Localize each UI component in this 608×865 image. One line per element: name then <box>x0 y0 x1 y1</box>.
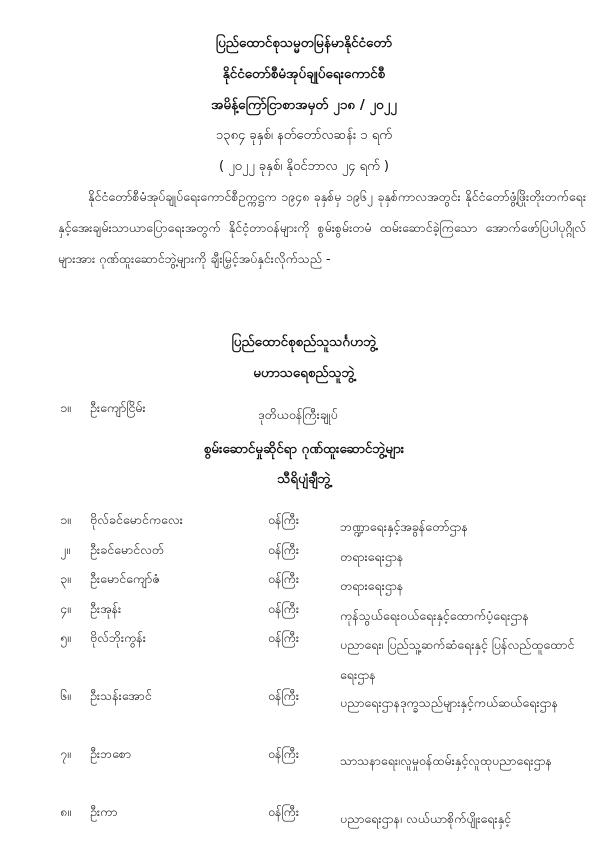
item-number: ၅။ <box>60 630 71 645</box>
item-role: ဒုတိယဝန်ကြီးချုပ် <box>258 407 338 422</box>
item-role: ပညာရေးဌာနဒုက္ခသည်များနှင့်ကယ်ဆယ်ရေးဌာန <box>340 695 559 710</box>
item-rank: ဝန်ကြီး <box>268 601 299 616</box>
header-gregorian-date: ( ၂၀၂၂ ခုနှစ်၊ နိုဝင်ဘာလ ၂၄ ရက် ) <box>219 159 389 174</box>
item-number: ၆။ <box>60 688 71 703</box>
item-number: ၈။ <box>60 804 71 819</box>
item-name: ဦးမောင်ကျော်ဇံ <box>90 571 160 586</box>
item-rank: ဝန်ကြီး <box>268 571 299 586</box>
section2-title: စွမ်းဆောင်မှုဆိုင်ရာ ဂုဏ်ထူးဆောင်ဘွဲ့များ <box>203 441 405 457</box>
section1-subtitle: မဟာသရေစည်သူဘွဲ့ <box>253 365 355 381</box>
section2-subtitle: သီရိပျံချီဘွဲ့ <box>277 471 331 487</box>
item-role: ပညာရေးဌာန၊ လယ်ယာစိုက်ပျိုးရေးနှင့် <box>340 811 511 826</box>
item-name: ဗိုလ်ခင်မောင်ကလေး <box>90 512 183 527</box>
item-rank: ဝန်ကြီး <box>268 512 299 527</box>
item-name: ဦးသန်းအောင် <box>90 688 152 703</box>
item-number: ၁။ <box>60 512 71 527</box>
item-name: ဦးဘစော <box>90 746 132 761</box>
item-number: ၄။ <box>60 601 71 616</box>
item-rank: ဝန်ကြီး <box>268 746 299 761</box>
item-role: တရားရေးဌာန <box>340 549 404 564</box>
item-number: ၇။ <box>60 746 71 761</box>
intro-paragraph: နိုင်ငံတော်စီမံအုပ်ချုပ်ရေးကောင်စီဥက္ကဋ္ဌက ၁၉၄၈ ခုနှစ်မှ ၁၉၆၂ ခုနှစ်ကာလအတွင်း နိုင်ငံတော်ဖွံ့ဖြိုးတိုးတက်ရေးနှင့်အေးချမ်းသာယာပြောရေးအတွက် နိုင်ငံ့တာဝန်များကို စွမ်းစွမ်းတမံ ထမ်းဆောင်ခဲ့ကြသော အောက်ဖော်ပြပါပုဂ္ဂိုလ်များအား ဂုဏ်ထူးဆောင်ဘွဲ့များကို ချီးမြှင့်အပ်နှင်းလိုက်သည် - <box>58 189 586 266</box>
header-council: နိုင်ငံတော်စီမံအုပ်ချုပ်ရေးကောင်စီ <box>222 66 386 82</box>
item-name: ဦးကာ <box>90 804 118 819</box>
item-name: ဦးခင်မောင်လတ် <box>90 542 164 557</box>
item-rank: ဝန်ကြီး <box>268 804 299 819</box>
item-role: တရားရေးဌာန <box>340 578 404 593</box>
item-role: ဘဏ္ဍာရေးနှင့်အခွန်တော်ဌာန <box>340 519 468 534</box>
header-country: ပြည်ထောင်စုသမ္မတမြန်မာနိုင်ငံတော် <box>215 35 393 51</box>
header-myanmar-date: ၁၃၈၄ ခုနှစ်၊ နတ်တော်လဆန်း ၁ ရက် <box>215 128 393 143</box>
item-name: ဦးအုန်း <box>90 601 122 616</box>
header-order-number: အမိန့်ကြော်ငြာစာအမှတ် ၂၁၈ / ၂၀၂၂ <box>211 97 397 113</box>
item-rank: ဝန်ကြီး <box>268 542 299 557</box>
item-name: ဦးကျော်ငြိမ်း <box>90 400 146 415</box>
item-role: ပညာရေး၊ ပြည်သူ့ဆက်ဆံရေးနှင့် ပြန်လည်ထူထောင်ရေးဌာန <box>340 637 575 682</box>
item-number: ၃။ <box>60 571 71 586</box>
item-rank: ဝန်ကြီး <box>268 688 299 703</box>
item-role: ကုန်သွယ်ရေးဝယ်ရေးနှင့်ထောက်ပံ့ရေးဌာန <box>340 608 529 623</box>
item-rank: ဝန်ကြီး <box>268 630 299 645</box>
item-number: ၂။ <box>60 542 70 557</box>
item-role: သာသနာရေး၊လူမှုဝန်ထမ်းနှင့်လူထုပညာရေးဌာန <box>340 753 553 768</box>
item-number: ၁။ <box>60 400 71 415</box>
section1-title: ပြည်ထောင်စုစည်သူသင်္ဂဟဘွဲ့ <box>231 334 377 350</box>
item-name: ဗိုလ်ဘိုးကွန်း <box>90 630 146 645</box>
